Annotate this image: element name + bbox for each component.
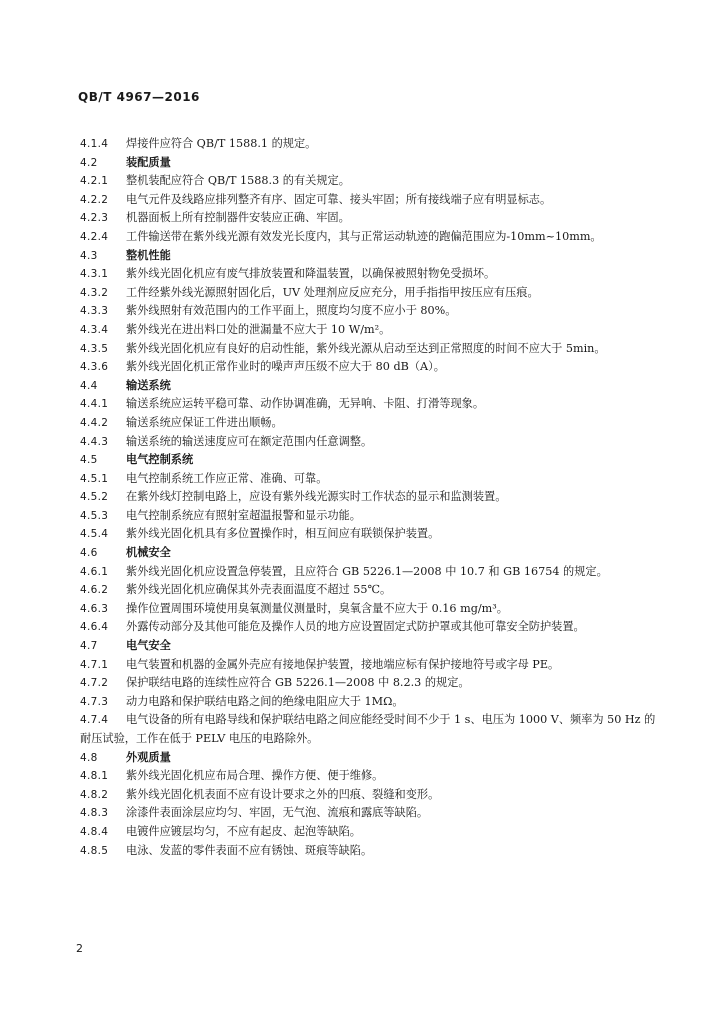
clause-number: 4.5.1 — [80, 472, 109, 485]
clause-number: 4.3.3 — [80, 305, 109, 318]
clause-text: 输送系统应保证工件进出顺畅。 — [126, 415, 283, 429]
clause-number: 4.2.3 — [80, 212, 109, 225]
section-heading — [80, 637, 658, 656]
clause-text: 操作位置周围环境使用臭氧测量仪测量时，臭氧含量不应大于 0.16 mg/m³。 — [126, 601, 508, 615]
clause-line — [80, 767, 658, 786]
clause-number: 4.3 — [80, 249, 98, 262]
clause-text: 电泳、发蓝的零件表面不应有锈蚀、斑痕等缺陷。 — [126, 843, 373, 857]
section-title: 装配质量 — [126, 155, 171, 169]
clause-line — [80, 842, 658, 861]
clause-number: 4.6.3 — [80, 602, 109, 615]
clause-number: 4.6.4 — [80, 621, 109, 634]
clause-number: 4.4 — [80, 379, 98, 392]
clause-line — [80, 507, 658, 526]
clause-number: 4.8.3 — [80, 807, 109, 820]
section-title: 输送系统 — [126, 378, 171, 392]
clause-line — [80, 340, 658, 359]
clause-text: 紫外线光固化机应布局合理、操作方便、便于维修。 — [126, 769, 384, 783]
section-heading — [80, 544, 658, 563]
clause-number: 4.7.2 — [80, 677, 109, 690]
clause-number: 4.3.2 — [80, 286, 109, 299]
section-heading — [80, 451, 658, 470]
clause-number: 4.7 — [80, 640, 98, 653]
clause-number: 4.8.4 — [80, 825, 109, 838]
clause-text: 输送系统的输送速度应可在额定范围内任意调整。 — [126, 434, 373, 448]
clause-line — [80, 563, 658, 582]
clause-number: 4.6 — [80, 547, 98, 560]
clause-line — [80, 786, 658, 805]
clause-text: 焊接件应符合 QB/T 1588.1 的规定。 — [126, 137, 317, 150]
clause-line — [80, 172, 658, 191]
clause-number: 4.3.4 — [80, 323, 109, 336]
clause-text: 紫外线光固化机表面不应有设计要求之外的凹痕、裂缝和变形。 — [126, 787, 440, 801]
standard-code-header: QB/T 4967—2016 — [78, 90, 200, 104]
clause-number: 4.1.4 — [80, 138, 109, 150]
clause-text: 紫外线光固化机应有废气排放装置和降温装置，以确保被照射物免受损坏。 — [126, 267, 496, 281]
clause-number: 4.2 — [80, 156, 98, 169]
clause-text: 紫外线光固化机正常作业时的噪声声压级不应大于 80 dB（A）。 — [126, 360, 445, 374]
clause-line — [80, 395, 658, 414]
clause-line — [80, 488, 658, 507]
clause-number: 4.4.2 — [80, 416, 109, 429]
clause-number: 4.5.4 — [80, 528, 109, 541]
clause-number: 4.3.5 — [80, 342, 109, 355]
clause-number: 4.7.4 — [80, 714, 109, 727]
clause-text: 紫外线光固化机应设置急停装置，且应符合 GB 5226.1—2008 中 10.7 和 GB 16754 的规定。 — [126, 564, 608, 578]
clause-number: 4.2.2 — [80, 193, 109, 206]
clause-number: 4.6.2 — [80, 584, 109, 597]
clause-line — [80, 581, 658, 600]
clause-number: 4.8.2 — [80, 788, 109, 801]
clause-text: 整机装配应符合 QB/T 1588.3 的有关规定。 — [126, 174, 350, 188]
clause-line — [80, 191, 658, 210]
clause-line — [80, 470, 658, 489]
clause-line — [80, 302, 658, 321]
clause-number: 4.5.2 — [80, 491, 109, 504]
clause-text: 紫外线光固化机具有多位置操作时，相互间应有联锁保护装置。 — [126, 527, 440, 541]
clause-number: 4.6.1 — [80, 565, 109, 578]
clause-line — [80, 321, 658, 340]
clause-text: 紫外线光在进出料口处的泄漏量不应大于 10 W/m²。 — [126, 322, 391, 336]
clause-text: 工件经紫外线光源照射固化后，UV 处理剂应反应充分，用手指指甲按压应有压痕。 — [126, 285, 539, 299]
clause-list — [80, 135, 658, 860]
section-heading — [80, 749, 658, 768]
clause-text: 在紫外线灯控制电路上，应设有紫外线光源实时工作状态的显示和监测装置。 — [126, 490, 507, 504]
section-heading — [80, 154, 658, 173]
section-title: 整机性能 — [126, 248, 171, 262]
clause-line — [80, 358, 658, 377]
clause-text: 输送系统应运转平稳可靠、动作协调准确，无异响、卡阻、打滑等现象。 — [126, 397, 485, 411]
clause-line — [80, 804, 658, 823]
section-title: 电气控制系统 — [126, 453, 194, 467]
clause-line — [80, 209, 658, 228]
clause-line — [80, 525, 658, 544]
clause-number: 4.7.3 — [80, 695, 109, 708]
clause-number: 4.4.1 — [80, 398, 109, 411]
clause-line — [80, 711, 658, 748]
clause-line — [80, 414, 658, 433]
clause-number: 4.5 — [80, 454, 98, 467]
clause-line — [80, 265, 658, 284]
clause-line — [80, 823, 658, 842]
clause-line — [80, 600, 658, 619]
clause-line — [80, 135, 658, 154]
clause-line — [80, 674, 658, 693]
clause-text: 紫外线光固化机应有良好的启动性能，紫外线光源从启动至达到正常照度的时间不应大于 5min。 — [126, 341, 606, 355]
clause-text: 涂漆件表面涂层应均匀、牢固，无气泡、流痕和露底等缺陷。 — [126, 806, 429, 820]
clause-line — [80, 433, 658, 452]
clause-text: 电气设备的所有电路导线和保护联结电路之间应能经受时间不少于 1 s、电压为 1000 V、频率为 50 Hz 的耐压试验，工作在低于 PELV 电压的电路除外。 — [80, 713, 656, 745]
clause-number: 4.2.4 — [80, 230, 109, 243]
clause-text: 紫外线光固化机应确保其外壳表面温度不超过 55℃。 — [126, 583, 392, 597]
clause-text: 紫外线照射有效范围内的工作平面上，照度均匀度不应小于 80%。 — [126, 304, 457, 318]
clause-number: 4.7.1 — [80, 658, 109, 671]
section-title: 电气安全 — [126, 639, 171, 653]
page-number: 2 — [76, 942, 83, 955]
clause-text: 电气控制系统应有照射室超温报警和显示功能。 — [126, 508, 361, 522]
section-heading — [80, 377, 658, 396]
clause-line — [80, 618, 658, 637]
section-heading — [80, 247, 658, 266]
clause-text: 电镀件应镀层均匀，不应有起皮、起泡等缺陷。 — [126, 824, 361, 838]
clause-number: 4.3.1 — [80, 268, 109, 281]
clause-text: 工件输送带在紫外线光源有效发光长度内，其与正常运动轨迹的跑偏范围应为-10mm~10mm。 — [126, 229, 602, 243]
clause-line — [80, 693, 658, 712]
clause-number: 4.2.1 — [80, 175, 109, 188]
clause-number: 4.4.3 — [80, 435, 109, 448]
clause-text: 电气元件及线路应排列整齐有序、固定可靠、接头牢固；所有接线端子应有明显标志。 — [126, 192, 552, 206]
clause-text: 外露传动部分及其他可能危及操作人员的地方应设置固定式防护罩或其他可靠安全防护装置。 — [126, 620, 585, 634]
clause-text: 电气装置和机器的金属外壳应有接地保护装置，接地端应标有保护接地符号或字母 PE。 — [126, 657, 560, 671]
clause-text: 保护联结电路的连续性应符合 GB 5226.1—2008 中 8.2.3 的规定。 — [126, 676, 470, 690]
clause-line — [80, 656, 658, 675]
clause-number: 4.3.6 — [80, 361, 109, 374]
clause-number: 4.8.1 — [80, 770, 109, 783]
clause-number: 4.8.5 — [80, 844, 109, 857]
clause-text: 机器面板上所有控制器件安装应正确、牢固。 — [126, 211, 350, 225]
clause-number: 4.8 — [80, 751, 98, 764]
clause-line — [80, 284, 658, 303]
clause-text: 电气控制系统工作应正常、准确、可靠。 — [126, 471, 328, 485]
section-title: 外观质量 — [126, 750, 171, 764]
clause-text: 动力电路和保护联结电路之间的绝缘电阻应大于 1MΩ。 — [126, 694, 404, 708]
clause-line — [80, 228, 658, 247]
clause-number: 4.5.3 — [80, 509, 109, 522]
section-title: 机械安全 — [126, 546, 171, 560]
